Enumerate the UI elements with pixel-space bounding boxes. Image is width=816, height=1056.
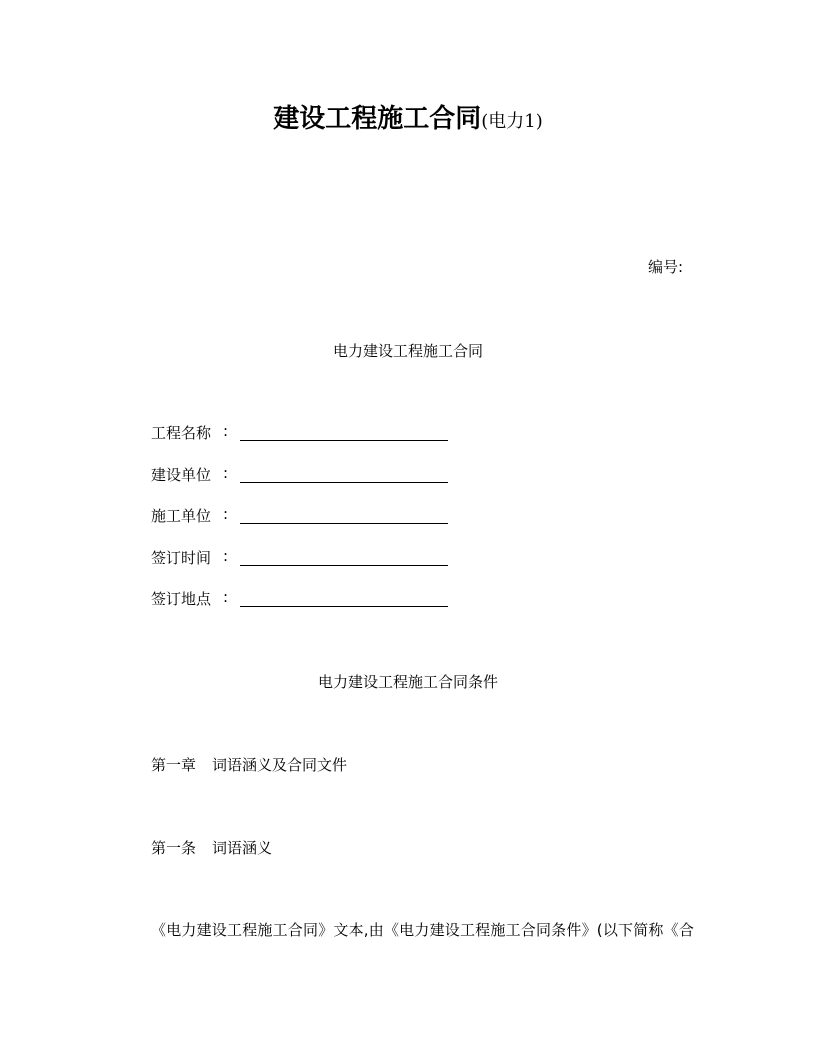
chapter-heading: [151, 754, 347, 775]
field-contractor: [151, 505, 448, 547]
title-sub: (电力1): [481, 111, 543, 132]
article-heading: [151, 837, 272, 858]
title-main: 建设工程施工合同: [273, 104, 482, 134]
field-colon: :: [223, 546, 229, 565]
chapter-number: 第一章: [151, 756, 197, 774]
fill-in-blank-line: [240, 464, 448, 483]
contract-subtitle: 电力建设工程施工合同: [332, 342, 483, 360]
field-colon: :: [223, 422, 229, 440]
field-employer: [151, 464, 448, 506]
contract-number-label: 编号:: [648, 258, 684, 276]
field-project-name: [151, 422, 448, 464]
article-number: 第一条: [151, 839, 197, 857]
field-label: 建设单位: [151, 465, 212, 484]
fill-in-blank-line: [240, 422, 448, 441]
contract-fields: [151, 422, 448, 630]
body-paragraph: 《电力建设工程施工合同》文本,由《电力建设工程施工合同条件》(以下简称《合: [151, 921, 695, 939]
conditions-title: 电力建设工程施工合同条件: [317, 673, 498, 691]
field-signing-place: [151, 588, 448, 630]
field-colon: :: [223, 588, 229, 606]
chapter-title: 词语涵义及合同文件: [212, 756, 348, 774]
fill-in-blank-line: [240, 588, 448, 607]
article-title: 词语涵义: [212, 839, 273, 857]
field-signing-date: [151, 547, 448, 589]
fill-in-blank-line: [240, 505, 448, 524]
fill-in-blank-line: [240, 547, 448, 566]
field-label: 施工单位: [151, 507, 212, 525]
field-label: 签订时间: [151, 548, 212, 567]
document-title: [0, 98, 816, 135]
field-label: 签订地点: [151, 590, 212, 608]
field-label: 工程名称: [151, 424, 212, 442]
field-colon: :: [223, 505, 229, 523]
field-colon: :: [223, 463, 229, 482]
